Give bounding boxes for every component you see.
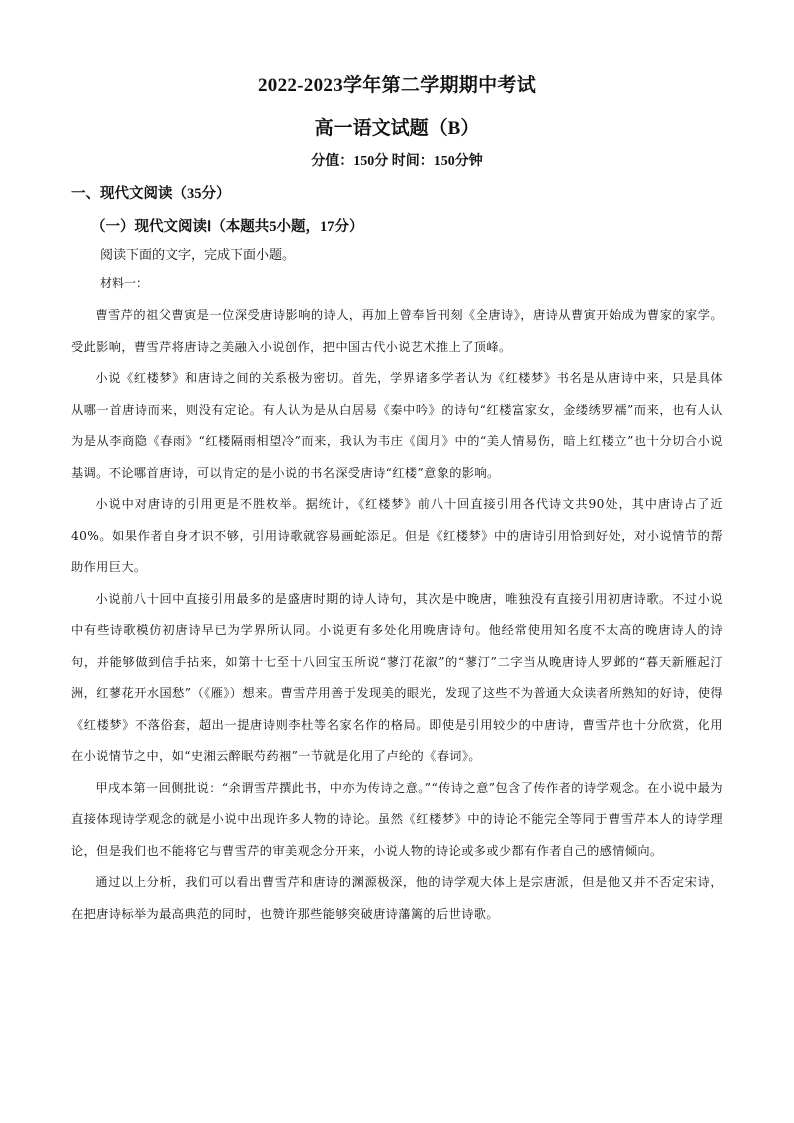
exam-subtitle: 高一语文试题（B） <box>314 118 480 139</box>
passage-paragraph: 小说前八十回中直接引用最多的是盛唐时期的诗人诗句，其次是中晚唐，唯独没有直接引用初唐诗歌。不过小说中有些诗歌模仿初唐诗早已为学界所认同。小说更有多处化用晚唐诗句。他经常使用知名度不太高的晚唐诗人的诗句，并能够做到信手拈来，如第十七至十八回宝玉所说“蓼汀花溆”的“蓼汀”二字当从晚唐诗人罗邺的“暮天新雁起汀洲，红蓼花开水国愁”（《雁》）想来。曹雪芹用善于发现美的眼光，发现了这些不为普通大众读者所熟知的好诗，使得《红楼梦》不落俗套，超出一提唐诗则李杜等名家名作的格局。即使是引用较少的中唐诗，曹雪芹也十分欣赏，化用在小说情节之中，如“史湘云醉眠芍药裀”一节就是化用了卢纶的《春词》。 <box>71 591 723 763</box>
passage-body <box>71 300 723 930</box>
passage-paragraph: 曹雪芹的祖父曹寅是一位深受唐诗影响的诗人，再加上曾奉旨刊刻《全唐诗》，唐诗从曹寅开始成为曹家的家学。受此影响，曹雪芹将唐诗之美融入小说创作，把中国古代小说艺术推上了顶峰。 <box>71 308 723 354</box>
material-label: 材料一： <box>100 276 149 290</box>
passage-paragraph: 小说中对唐诗的引用更是不胜枚举。据统计，《红楼梦》前八十回直接引用各代诗文共90处，其中唐诗占了近40%。如果作者自身才识不够，引用诗歌就容易画蛇添足。但是《红楼梦》中的唐诗引用恰到好处，对小说情节的帮助作用巨大。 <box>71 497 723 574</box>
passage-paragraph: 通过以上分析，我们可以看出曹雪芹和唐诗的渊源极深，他的诗学观大体上是宗唐派，但是他又并不否定宋诗，在把唐诗标举为最高典范的同时，也赞许那些能够突破唐诗藩篱的后世诗歌。 <box>71 875 723 921</box>
score-time-line: 分值：150分 时间：150分钟 <box>311 154 483 169</box>
section-heading: 一、现代文阅读（35分） <box>71 186 231 202</box>
subsection-heading: （一）现代文阅读Ⅰ（本题共5小题，17分） <box>91 219 364 235</box>
exam-title: 2022-2023学年第二学期期中考试 <box>257 75 537 96</box>
reading-instruction: 阅读下面的文字，完成下面小题。 <box>100 248 296 263</box>
passage-paragraph: 甲戌本第一回侧批说：“余谓雪芹撰此书，中亦为传诗之意。”“传诗之意”包含了传作者的诗学观念。在小说中最为直接体现诗学观念的就是小说中出现许多人物的诗论。虽然《红楼梦》中的诗论不能完全等同于曹雪芹本人的诗学理论，但是我们也不能将它与曹雪芹的审美观念分开来，小说人物的诗论或多或少都有作者自己的感情倾向。 <box>71 780 723 858</box>
passage-paragraph: 小说《红楼梦》和唐诗之间的关系极为密切。首先，学界诸多学者认为《红楼梦》书名是从唐诗中来，只是具体从哪一首唐诗而来，则没有定论。有人认为是从白居易《秦中吟》的诗句“红楼富家女，金缕绣罗襦”而来，也有人认为是从李商隐《春雨》“红楼隔雨相望冷”而来，我认为韦庄《闺月》中的“美人情易伤，暗上红楼立”也十分切合小说基调。不论哪首唐诗，可以肯定的是小说的书名深受唐诗“红楼”意象的影响。 <box>71 371 723 480</box>
